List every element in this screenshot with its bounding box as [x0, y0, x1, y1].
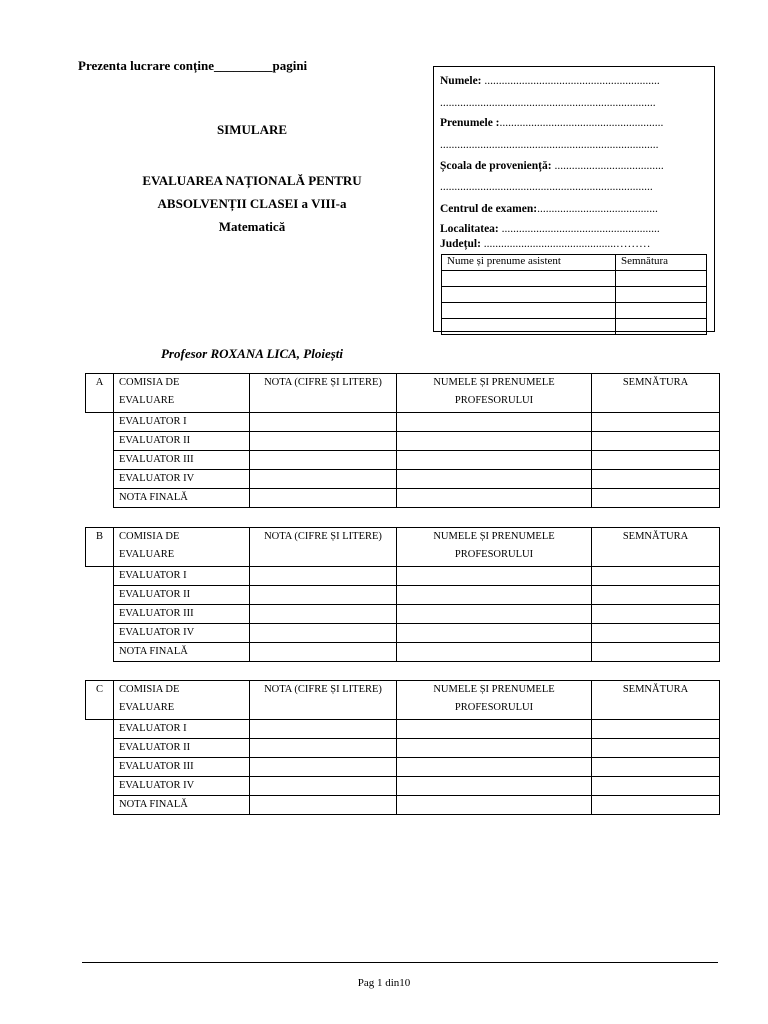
teacher-name-cell[interactable]: [397, 624, 592, 643]
assistant-name-cell[interactable]: [442, 271, 616, 287]
grade-cell[interactable]: [250, 643, 397, 662]
scoala-field-line2[interactable]: ..........................................................................: [440, 181, 653, 193]
evaluator-label: EVALUATOR III: [114, 451, 250, 470]
assistant-name-cell[interactable]: [442, 319, 616, 335]
grade-header: NOTA (CIFRE ȘI LITERE): [250, 374, 397, 413]
nume-field[interactable]: Numele: .............................................................: [440, 75, 660, 87]
page-count-line: Prezenta lucrare conține_________pagini: [78, 58, 308, 73]
signature-cell[interactable]: [592, 451, 720, 470]
signature-cell[interactable]: [592, 739, 720, 758]
evaluator-label: EVALUATOR II: [114, 739, 250, 758]
page-number: Pag 1 din10: [357, 977, 411, 989]
teacher-name-cell[interactable]: [397, 605, 592, 624]
grade-cell[interactable]: [250, 739, 397, 758]
grade-cell[interactable]: [250, 586, 397, 605]
evaluator-label: EVALUATOR IV: [114, 624, 250, 643]
signature-cell[interactable]: [592, 758, 720, 777]
grade-cell[interactable]: [250, 624, 397, 643]
final-grade-label: NOTA FINALĂ: [114, 489, 250, 508]
evaluator-label: EVALUATOR I: [114, 720, 250, 739]
simulare-label: SIMULARE: [216, 122, 288, 137]
commission-header: COMISIA DE EVALUARE: [114, 681, 250, 720]
signature-header: SEMNĂTURA: [592, 374, 720, 413]
assistant-signature-cell[interactable]: [616, 271, 707, 287]
grade-cell[interactable]: [250, 489, 397, 508]
scoala-label: Școala de proveniență:: [440, 160, 552, 172]
teacher-name-cell[interactable]: [397, 720, 592, 739]
exam-title-line2: ABSOLVENȚII CLASEI a VIII-a: [157, 196, 347, 211]
prenume-field-line2[interactable]: ............................................................................: [440, 139, 659, 151]
grade-header: NOTA (CIFRE ȘI LITERE): [250, 681, 397, 720]
assistant-signature-cell[interactable]: [616, 319, 707, 335]
signature-cell[interactable]: [592, 605, 720, 624]
prenume-field[interactable]: Prenumele :.........................................................: [440, 117, 664, 129]
evaluator-label: EVALUATOR IV: [114, 470, 250, 489]
localitate-field[interactable]: Localitatea: .......................................................: [440, 223, 660, 235]
table-letter: C: [86, 681, 114, 720]
grade-cell[interactable]: [250, 796, 397, 815]
prenume-label: Prenumele :: [440, 117, 500, 129]
teacher-name-header: NUMELE ȘI PRENUMELE PROFESORULUI: [397, 374, 592, 413]
signature-cell[interactable]: [592, 777, 720, 796]
final-grade-label: NOTA FINALĂ: [114, 796, 250, 815]
grade-cell[interactable]: [250, 567, 397, 586]
assistant-signature-cell[interactable]: [616, 303, 707, 319]
evaluator-label: EVALUATOR III: [114, 605, 250, 624]
teacher-name-cell[interactable]: [397, 643, 592, 662]
candidate-id-box: [433, 66, 715, 332]
footer-divider: [82, 962, 718, 963]
teacher-name-cell[interactable]: [397, 567, 592, 586]
grade-table-a: [85, 373, 720, 508]
nume-label: Numele:: [440, 75, 482, 87]
signature-header: SEMNĂTURA: [592, 681, 720, 720]
teacher-name-cell[interactable]: [397, 758, 592, 777]
judet-field[interactable]: Județul: ..............................................………: [440, 238, 651, 250]
teacher-name-cell[interactable]: [397, 796, 592, 815]
grade-cell[interactable]: [250, 605, 397, 624]
nume-field-line2[interactable]: ...........................................................................: [440, 97, 656, 109]
signature-cell[interactable]: [592, 643, 720, 662]
grade-cell[interactable]: [250, 470, 397, 489]
table-letter: B: [86, 528, 114, 567]
centru-field[interactable]: Centrul de examen:..........................................: [440, 203, 658, 215]
assistant-name-header: Nume și prenume asistent: [442, 255, 616, 271]
signature-cell[interactable]: [592, 720, 720, 739]
assistant-table: [441, 254, 707, 335]
teacher-name-cell[interactable]: [397, 739, 592, 758]
grade-table-c: [85, 680, 720, 815]
teacher-name-cell[interactable]: [397, 451, 592, 470]
teacher-name-cell[interactable]: [397, 777, 592, 796]
commission-header: COMISIA DE EVALUARE: [114, 528, 250, 567]
teacher-name-cell[interactable]: [397, 489, 592, 508]
signature-cell[interactable]: [592, 470, 720, 489]
judet-label: Județul:: [440, 238, 481, 250]
evaluator-label: EVALUATOR II: [114, 586, 250, 605]
grade-cell[interactable]: [250, 777, 397, 796]
subject-title: Matematică: [218, 219, 286, 234]
assistant-name-cell[interactable]: [442, 303, 616, 319]
signature-cell[interactable]: [592, 586, 720, 605]
evaluator-label: EVALUATOR I: [114, 567, 250, 586]
assistant-name-cell[interactable]: [442, 287, 616, 303]
centru-label: Centrul de examen:: [440, 203, 538, 215]
assistant-signature-cell[interactable]: [616, 287, 707, 303]
evaluator-label: EVALUATOR II: [114, 432, 250, 451]
signature-cell[interactable]: [592, 489, 720, 508]
teacher-name-header: NUMELE ȘI PRENUMELE PROFESORULUI: [397, 528, 592, 567]
teacher-name-header: NUMELE ȘI PRENUMELE PROFESORULUI: [397, 681, 592, 720]
grade-table-b: [85, 527, 720, 662]
grade-cell[interactable]: [250, 758, 397, 777]
signature-cell[interactable]: [592, 624, 720, 643]
exam-title-line1: EVALUAREA NAȚIONALĂ PENTRU: [142, 173, 362, 188]
signature-cell[interactable]: [592, 432, 720, 451]
teacher-name-cell[interactable]: [397, 432, 592, 451]
evaluator-label: EVALUATOR IV: [114, 777, 250, 796]
signature-header: SEMNĂTURA: [592, 528, 720, 567]
signature-cell[interactable]: [592, 567, 720, 586]
table-letter: A: [86, 374, 114, 413]
grade-cell[interactable]: [250, 413, 397, 432]
grade-cell[interactable]: [250, 432, 397, 451]
scoala-field[interactable]: Școala de proveniență: ......................................: [440, 160, 664, 172]
signature-cell[interactable]: [592, 796, 720, 815]
signature-cell[interactable]: [592, 413, 720, 432]
teacher-name-cell[interactable]: [397, 413, 592, 432]
final-grade-label: NOTA FINALĂ: [114, 643, 250, 662]
teacher-name-cell[interactable]: [397, 586, 592, 605]
grade-cell[interactable]: [250, 451, 397, 470]
assistant-signature-header: Semnătura: [616, 255, 707, 271]
commission-header: COMISIA DE EVALUARE: [114, 374, 250, 413]
grade-cell[interactable]: [250, 720, 397, 739]
teacher-name-cell[interactable]: [397, 470, 592, 489]
author-line: Profesor ROXANA LICA, Ploiești: [160, 346, 344, 361]
evaluator-label: EVALUATOR I: [114, 413, 250, 432]
grade-header: NOTA (CIFRE ȘI LITERE): [250, 528, 397, 567]
evaluator-label: EVALUATOR III: [114, 758, 250, 777]
localitate-label: Localitatea:: [440, 223, 499, 235]
